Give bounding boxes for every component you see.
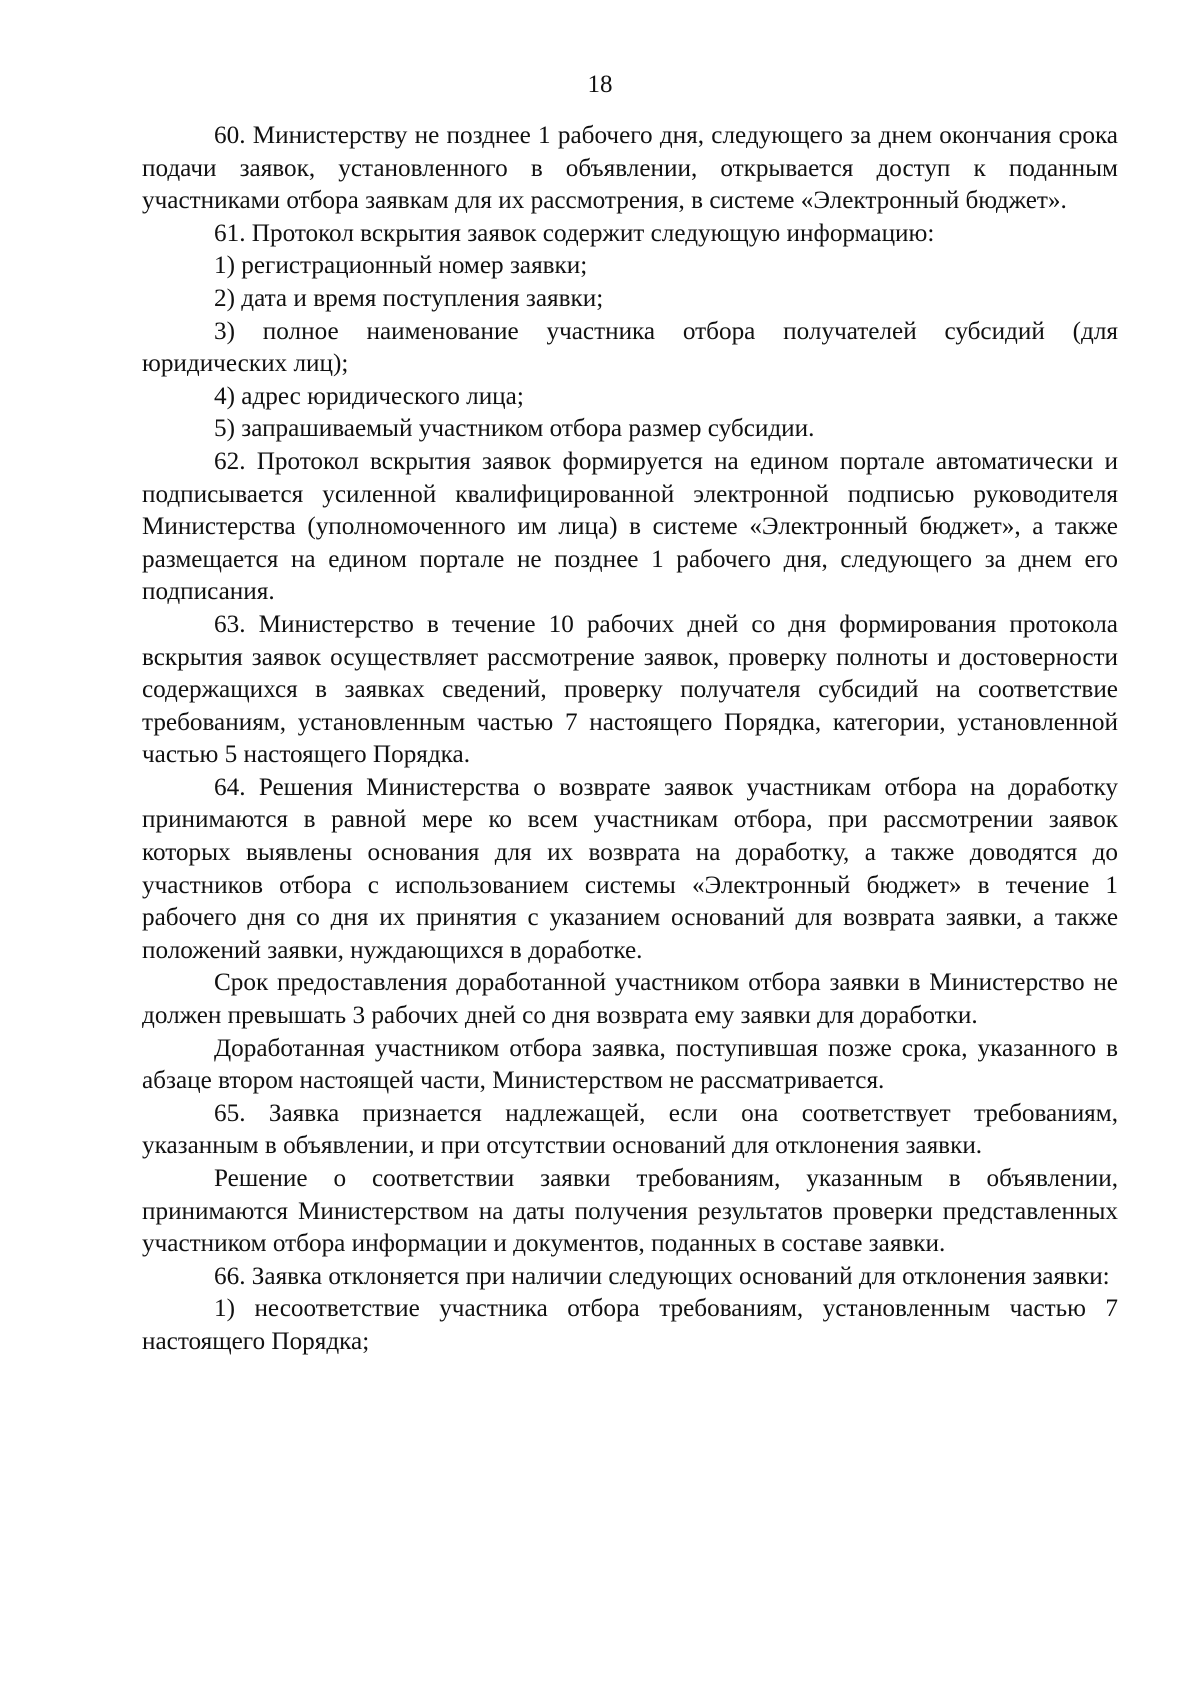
list-item-61-3: 3) полное наименование участника отбора получателей субсидий (для юридических лиц); — [142, 317, 1118, 378]
paragraph-63: 63. Министерство в течение 10 рабочих дней со дня формирования протокола вскрытия заявок осуществляет рассмотрение заявок, проверку полноты и достоверности содержащихся в заявках сведений, проверку получателя субсидий на соответствие требованиям, установленным частью 7 настоящего Порядка, категории, установленной частью 5 настоящего Порядка. — [142, 610, 1118, 769]
paragraph-62: 62. Протокол вскрытия заявок формируется на едином портале автоматически и подписывается усиленной квалифицированной электронной подписью руководителя Министерства (уполномоченного им лица) в системе «Электронный бюджет», а также размещается на едином портале не позднее 1 рабочего дня, следующего за днем его подписания. — [142, 447, 1118, 606]
document-body — [142, 120, 1118, 1359]
paragraph-64-2: Срок предоставления доработанной участником отбора заявки в Министерство не должен превышать 3 рабочих дней со дня возврата ему заявки для доработки. — [142, 969, 1118, 1030]
page-number: 18 — [587, 71, 613, 98]
paragraph-60: 60. Министерству не позднее 1 рабочего дня, следующего за днем окончания срока подачи заявок, установленного в объявлении, открывается доступ к поданным участниками отбора заявкам для их рассмотрения, в системе «Электронный бюджет». — [142, 122, 1118, 215]
paragraph-65-2: Решение о соответствии заявки требованиям, указанным в объявлении, принимаются Министерством на даты получения результатов проверки представленных участником отбора информации и документов, поданных в составе заявки. — [142, 1165, 1118, 1258]
paragraph-61: 61. Протокол вскрытия заявок содержит следующую информацию: — [214, 219, 935, 247]
paragraph-64-3: Доработанная участником отбора заявка, поступившая позже срока, указанного в абзаце втором настоящей части, Министерством не рассматривается. — [142, 1034, 1118, 1095]
list-item-61-2: 2) дата и время поступления заявки; — [214, 284, 604, 312]
paragraph-64: 64. Решения Министерства о возврате заявок участникам отбора на доработку принимаются в равной мере ко всем участникам отбора, при рассмотрении заявок которых выявлены основания для их возврата на доработку, а также доводятся до участников отбора с использованием системы «Электронный бюджет» в течение 1 рабочего дня со дня их принятия с указанием оснований для возврата заявки, а также положений заявки, нуждающихся в доработке. — [142, 773, 1118, 964]
list-item-61-5: 5) запрашиваемый участником отбора размер субсидии. — [214, 415, 815, 443]
paragraph-66: 66. Заявка отклоняется при наличии следующих оснований для отклонения заявки: — [214, 1262, 1110, 1290]
list-item-66-1: 1) несоответствие участника отбора требованиям, установленным частью 7 настоящего Порядка; — [142, 1295, 1118, 1355]
list-item-61-4: 4) адрес юридического лица; — [214, 382, 524, 410]
list-item-61-1: 1) регистрационный номер заявки; — [214, 252, 588, 280]
paragraph-65: 65. Заявка признается надлежащей, если она соответствует требованиям, указанным в объявлении, и при отсутствии оснований для отклонения заявки. — [142, 1099, 1118, 1160]
